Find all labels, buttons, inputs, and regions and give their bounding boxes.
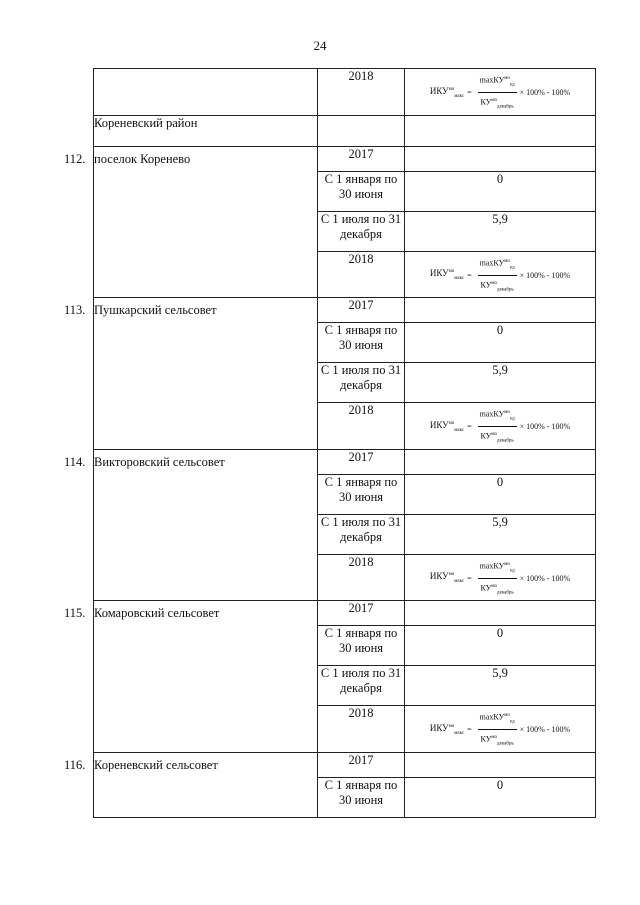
value-cell: 0 xyxy=(405,777,596,817)
page-number: 24 xyxy=(313,38,327,53)
settlement-name: поселок Коренево xyxy=(94,151,191,166)
entry-number: 113. xyxy=(64,303,86,317)
formula: $ИКУ^{мо}_{макс}$ = $\frac{\max КУ^{мо}_{ед}}{КУ^{мо}_{декабрь}}$ × 100% - 100% xyxy=(405,706,595,752)
table-body xyxy=(64,69,596,818)
empty-cell xyxy=(318,115,405,146)
year-cell: 2017 xyxy=(318,298,405,323)
value-cell: 0 xyxy=(405,323,596,363)
formula-cell xyxy=(405,706,596,753)
year-cell: 2017 xyxy=(318,449,405,474)
entry-number: 116. xyxy=(64,757,86,772)
value-cell: 0 xyxy=(405,474,596,514)
table-row xyxy=(94,69,596,116)
formula: $ИКУ^{мо}_{макс}$ = $\frac{\max КУ^{мо}_{ед}}{КУ^{мо}_{декабрь}}$ × 100% - 100% xyxy=(405,403,595,449)
empty-cell xyxy=(405,298,596,323)
half-year-cell: С 1 января по 30 июня xyxy=(318,323,405,363)
year-cell: 2018 xyxy=(318,251,405,298)
empty-cell xyxy=(405,115,596,146)
settlement-cell xyxy=(64,449,318,601)
half-year-cell: С 1 января по 30 июня xyxy=(318,777,405,817)
settlement-cell xyxy=(64,298,318,450)
settlement-name: Кореневский сельсовет xyxy=(94,757,218,772)
empty-cell xyxy=(405,601,596,626)
half-year-cell: С 1 января по 30 июня xyxy=(318,626,405,666)
settlement-cell xyxy=(64,752,318,817)
value-cell: 0 xyxy=(405,626,596,666)
settlement-cell xyxy=(64,146,318,298)
empty-cell xyxy=(94,69,318,116)
formula: $ИКУ^{мо}_{макс}$ = $\frac{\max КУ^{мо}_{ед}}{КУ^{мо}_{декабрь}}$ × 100% - 100% xyxy=(405,555,595,601)
formula: $ИКУ^{мо}_{макс}$ = $\frac{\max КУ^{мо}_{ед}}{КУ^{мо}_{декабрь}}$ × 100% - 100% xyxy=(405,69,595,115)
formula-cell xyxy=(405,554,596,601)
region-name: Кореневский район xyxy=(94,115,318,146)
value-cell: 5,9 xyxy=(405,514,596,554)
year-cell: 2018 xyxy=(318,403,405,450)
half-year-cell: С 1 января по 30 июня xyxy=(318,474,405,514)
settlement-name: Пушкарский сельсовет xyxy=(94,303,217,317)
half-year-cell: С 1 июля по 31 декабря xyxy=(318,211,405,251)
half-year-cell: С 1 июля по 31 декабря xyxy=(318,514,405,554)
formula-cell xyxy=(405,251,596,298)
empty-cell xyxy=(405,146,596,171)
empty-cell xyxy=(405,449,596,474)
empty-cell xyxy=(405,752,596,777)
formula: $ИКУ^{мо}_{макс}$ = $\frac{\max КУ^{мо}_{ед}}{КУ^{мо}_{декабрь}}$ × 100% - 100% xyxy=(405,252,595,298)
table-row xyxy=(94,449,596,474)
formula-cell xyxy=(405,69,596,116)
year-cell: 2017 xyxy=(318,601,405,626)
table-row xyxy=(94,601,596,626)
table-row xyxy=(94,146,596,171)
entry-number: 114. xyxy=(64,454,86,469)
year-cell: 2017 xyxy=(318,752,405,777)
tariff-table xyxy=(64,68,596,818)
half-year-cell: С 1 июля по 31 декабря xyxy=(318,666,405,706)
value-cell: 0 xyxy=(405,171,596,211)
table-row xyxy=(94,752,596,777)
value-cell: 5,9 xyxy=(405,363,596,403)
table-row xyxy=(94,298,596,323)
year-cell: 2017 xyxy=(318,146,405,171)
settlement-name: Викторовский сельсовет xyxy=(94,454,225,469)
entry-number: 115. xyxy=(64,606,86,620)
settlement-cell xyxy=(64,601,318,753)
value-cell: 5,9 xyxy=(405,666,596,706)
settlement-name: Комаровский сельсовет xyxy=(94,606,220,620)
value-cell: 5,9 xyxy=(405,211,596,251)
table-row xyxy=(94,115,596,146)
entry-number: 112. xyxy=(64,151,86,166)
formula-cell xyxy=(405,403,596,450)
half-year-cell: С 1 июля по 31 декабря xyxy=(318,363,405,403)
year-cell: 2018 xyxy=(318,554,405,601)
half-year-cell: С 1 января по 30 июня xyxy=(318,171,405,211)
year-cell: 2018 xyxy=(318,706,405,753)
period-cell: 2018 xyxy=(318,69,405,116)
